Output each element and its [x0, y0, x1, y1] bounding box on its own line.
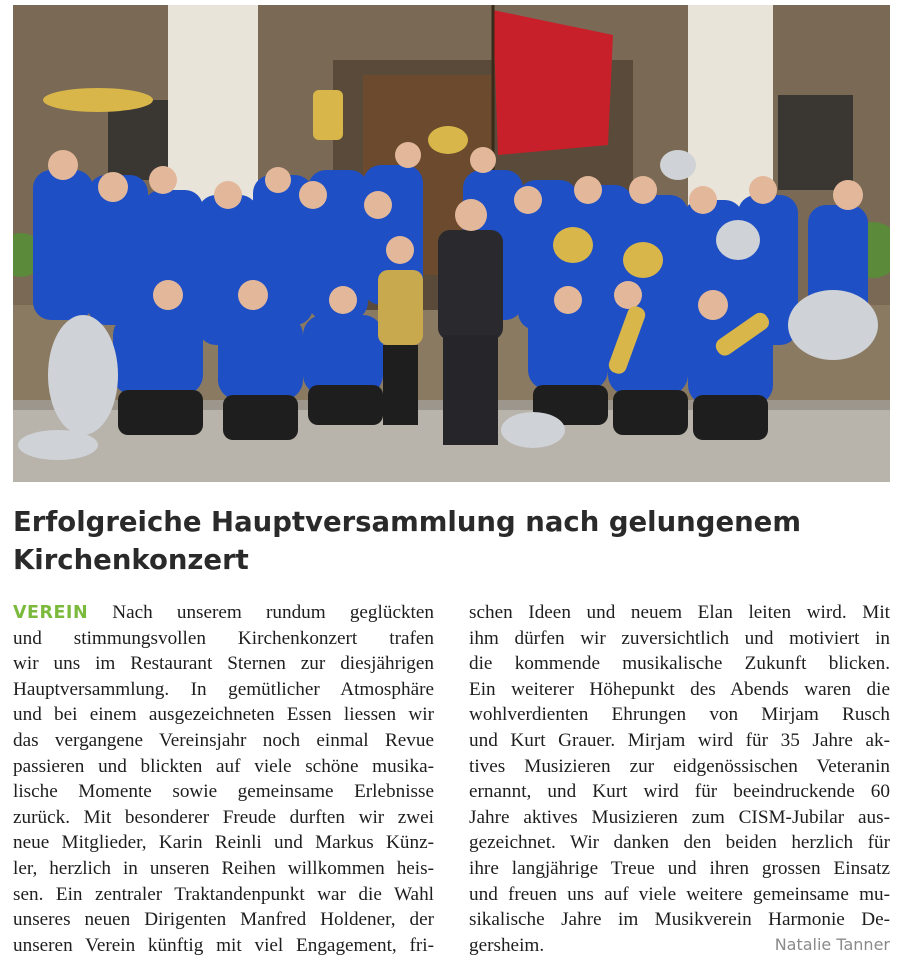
body-line: tives Musizieren zur eidgenössischen Veteranin — [469, 755, 890, 777]
body-line: ernannt, und Kurt wird für beeindruckende 60 — [469, 781, 890, 803]
band-photo-illustration — [13, 5, 890, 482]
body-line: und freuen uns auf viele weitere gemeinsame mu- — [469, 883, 890, 905]
body-line: zurück. Mit besonderer Freude durften wir zwei — [13, 806, 434, 828]
body-line: ihm dürfen wir zuversichtlich und motiviert in — [469, 627, 890, 649]
body-line: Ein weiterer Höhepunkt des Abends waren die — [469, 678, 890, 700]
band-photo — [13, 5, 890, 482]
body-line: unseren Verein künftig mit viel Engagement, fri- — [13, 934, 434, 956]
article-column-left — [13, 600, 434, 958]
body-line: sikalische Jahre im Musikverein Harmonie De- — [469, 909, 890, 931]
body-line: neue Mitglieder, Karin Reinli und Markus Künz- — [13, 832, 434, 854]
body-line: passieren und blickten auf viele schöne musika- — [13, 755, 434, 777]
article-body — [13, 600, 890, 960]
body-line: Hauptversammlung. In gemütlicher Atmosphäre — [13, 678, 434, 700]
body-line: gezeichnet. Wir danken den beiden herzlich für — [469, 832, 890, 854]
body-line: Jahre aktives Musizieren zum CISM-Jubilar aus- — [469, 806, 890, 828]
body-line: sen. Ein zentraler Traktandenpunkt war die Wahl — [13, 883, 434, 905]
body-line: und bei einem ausgezeichneten Essen liessen wir — [13, 704, 434, 726]
body-line: wohlverdienten Ehrungen von Mirjam Rusch — [469, 704, 890, 726]
body-line: lische Momente sowie gemeinsame Erlebnisse — [13, 781, 434, 803]
body-line: ihre langjährige Treue und ihren grossen Einsatz — [469, 857, 890, 879]
body-line: und stimmungsvollen Kirchenkonzert trafen — [13, 627, 434, 649]
body-line: die kommende musikalische Zukunft blicken. — [469, 653, 890, 675]
body-line: wir uns im Restaurant Sternen zur diesjährigen — [13, 653, 434, 675]
body-line: schen Ideen und neuem Elan leiten wird. Mit — [469, 602, 890, 623]
body-line: gersheim. — [469, 934, 545, 956]
author-byline: Natalie Tanner — [774, 935, 890, 954]
section-kicker: VEREIN — [13, 603, 89, 623]
body-line: und Kurt Grauer. Mirjam wird für 35 Jahre ak- — [469, 729, 890, 751]
article-column-right — [469, 600, 890, 958]
body-line: das vergangene Vereinsjahr noch einmal Revue — [13, 729, 434, 751]
body-line: unseres neuen Dirigenten Manfred Holdener, der — [13, 909, 434, 931]
article-headline: Erfolgreiche Hauptversammlung nach gelungenem Kirchenkonzert — [13, 506, 801, 576]
body-line: ler, herzlich in unseren Reihen willkommen heis- — [13, 857, 434, 879]
body-line: VEREIN Nach unserem rundum geglückten — [13, 602, 434, 623]
